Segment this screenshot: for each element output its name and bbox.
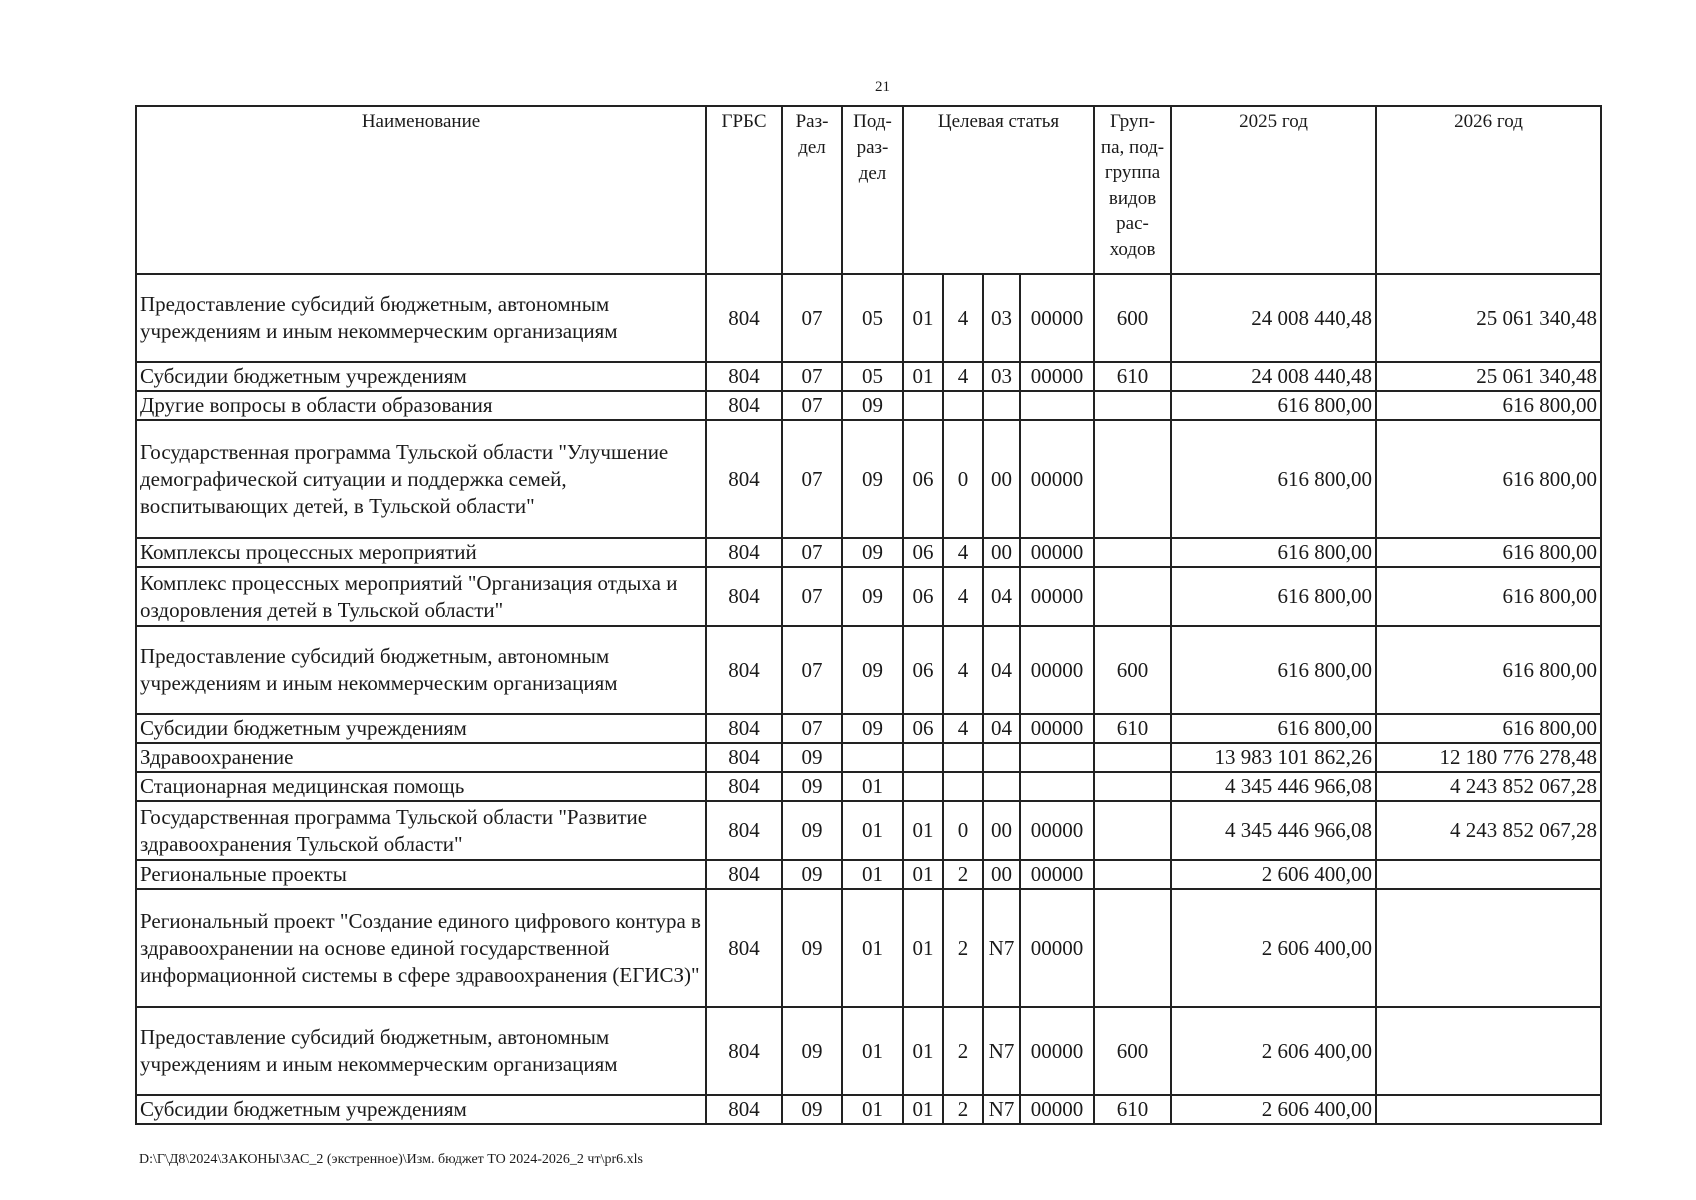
cell-target-event: 00 xyxy=(983,538,1020,567)
header-grbs: ГРБС xyxy=(706,106,782,274)
cell-amount-2025: 2 606 400,00 xyxy=(1171,860,1376,889)
cell-expense-group xyxy=(1094,391,1171,420)
table-row xyxy=(136,1007,1601,1095)
cell-podrazdel: 05 xyxy=(842,362,903,391)
cell-target-type xyxy=(943,772,983,801)
cell-target-type: 4 xyxy=(943,362,983,391)
cell-expense-group: 600 xyxy=(1094,1007,1171,1095)
cell-razdel: 09 xyxy=(782,772,842,801)
cell-target-direction: 00000 xyxy=(1020,567,1094,626)
cell-razdel: 07 xyxy=(782,274,842,362)
cell-expense-group xyxy=(1094,567,1171,626)
cell-target-program: 01 xyxy=(903,889,943,1007)
cell-amount-2026: 616 800,00 xyxy=(1376,420,1601,538)
cell-grbs: 804 xyxy=(706,889,782,1007)
cell-grbs: 804 xyxy=(706,626,782,714)
table-row xyxy=(136,567,1601,626)
cell-razdel: 07 xyxy=(782,538,842,567)
cell-name: Субсидии бюджетным учреждениям xyxy=(136,714,706,743)
cell-amount-2025: 4 345 446 966,08 xyxy=(1171,801,1376,860)
cell-grbs: 804 xyxy=(706,743,782,772)
cell-grbs: 804 xyxy=(706,714,782,743)
cell-razdel: 07 xyxy=(782,420,842,538)
cell-razdel: 07 xyxy=(782,362,842,391)
cell-amount-2025: 616 800,00 xyxy=(1171,626,1376,714)
cell-amount-2025: 24 008 440,48 xyxy=(1171,362,1376,391)
cell-target-type: 2 xyxy=(943,1095,983,1124)
cell-podrazdel: 01 xyxy=(842,889,903,1007)
cell-amount-2026: 616 800,00 xyxy=(1376,538,1601,567)
cell-amount-2026: 4 243 852 067,28 xyxy=(1376,801,1601,860)
cell-target-type xyxy=(943,391,983,420)
cell-target-program: 01 xyxy=(903,1007,943,1095)
cell-name: Здравоохранение xyxy=(136,743,706,772)
cell-name: Государственная программа Тульской области "Улучшение демографической ситуации и поддержка семей, воспитывающих детей, в Тульской области" xyxy=(136,420,706,538)
cell-amount-2025: 2 606 400,00 xyxy=(1171,1095,1376,1124)
cell-target-direction: 00000 xyxy=(1020,274,1094,362)
cell-grbs: 804 xyxy=(706,420,782,538)
cell-target-program: 06 xyxy=(903,714,943,743)
cell-target-direction: 00000 xyxy=(1020,538,1094,567)
cell-expense-group: 600 xyxy=(1094,274,1171,362)
cell-target-direction: 00000 xyxy=(1020,1095,1094,1124)
cell-expense-group: 610 xyxy=(1094,714,1171,743)
cell-name: Предоставление субсидий бюджетным, автономным учреждениям и иным некоммерческим организациям xyxy=(136,274,706,362)
cell-name: Стационарная медицинская помощь xyxy=(136,772,706,801)
table-row xyxy=(136,743,1601,772)
table-row xyxy=(136,801,1601,860)
cell-razdel: 09 xyxy=(782,801,842,860)
cell-name: Региональный проект "Создание единого цифрового контура в здравоохранении на основе единой государственной информационной системы в сфере здравоохранения (ЕГИСЗ)" xyxy=(136,889,706,1007)
cell-target-type: 0 xyxy=(943,801,983,860)
cell-target-program xyxy=(903,743,943,772)
cell-expense-group xyxy=(1094,743,1171,772)
cell-amount-2026 xyxy=(1376,1095,1601,1124)
cell-name: Комплекс процессных мероприятий "Организация отдыха и оздоровления детей в Тульской области" xyxy=(136,567,706,626)
table-body xyxy=(136,274,1601,1124)
cell-target-type: 4 xyxy=(943,714,983,743)
cell-amount-2025: 4 345 446 966,08 xyxy=(1171,772,1376,801)
table-row xyxy=(136,538,1601,567)
cell-amount-2025: 616 800,00 xyxy=(1171,538,1376,567)
cell-expense-group: 610 xyxy=(1094,362,1171,391)
cell-target-direction: 00000 xyxy=(1020,626,1094,714)
cell-podrazdel: 09 xyxy=(842,538,903,567)
budget-table xyxy=(135,105,1602,1125)
cell-grbs: 804 xyxy=(706,1007,782,1095)
table-header-row xyxy=(136,106,1601,274)
cell-amount-2026: 616 800,00 xyxy=(1376,391,1601,420)
table-row xyxy=(136,391,1601,420)
cell-podrazdel: 09 xyxy=(842,567,903,626)
header-year-2026: 2026 год xyxy=(1376,106,1601,274)
cell-target-event: N7 xyxy=(983,889,1020,1007)
cell-target-direction xyxy=(1020,743,1094,772)
cell-grbs: 804 xyxy=(706,567,782,626)
cell-razdel: 09 xyxy=(782,1007,842,1095)
header-target-article: Целевая статья xyxy=(903,106,1094,274)
cell-target-event: 04 xyxy=(983,567,1020,626)
cell-target-event xyxy=(983,772,1020,801)
cell-target-direction: 00000 xyxy=(1020,889,1094,1007)
cell-amount-2026: 616 800,00 xyxy=(1376,567,1601,626)
cell-amount-2025: 2 606 400,00 xyxy=(1171,1007,1376,1095)
cell-target-event: 04 xyxy=(983,626,1020,714)
cell-expense-group xyxy=(1094,889,1171,1007)
cell-target-direction: 00000 xyxy=(1020,860,1094,889)
cell-grbs: 804 xyxy=(706,274,782,362)
header-year-2025: 2025 год xyxy=(1171,106,1376,274)
cell-target-event: N7 xyxy=(983,1007,1020,1095)
table-row xyxy=(136,420,1601,538)
cell-target-type: 4 xyxy=(943,626,983,714)
cell-razdel: 07 xyxy=(782,567,842,626)
cell-amount-2026: 25 061 340,48 xyxy=(1376,274,1601,362)
cell-expense-group: 610 xyxy=(1094,1095,1171,1124)
cell-target-program: 06 xyxy=(903,538,943,567)
cell-amount-2026: 12 180 776 278,48 xyxy=(1376,743,1601,772)
table-row xyxy=(136,1095,1601,1124)
cell-target-event: 03 xyxy=(983,362,1020,391)
cell-amount-2026: 4 243 852 067,28 xyxy=(1376,772,1601,801)
cell-target-type: 4 xyxy=(943,567,983,626)
cell-target-direction: 00000 xyxy=(1020,420,1094,538)
cell-target-event: 03 xyxy=(983,274,1020,362)
cell-target-type: 2 xyxy=(943,889,983,1007)
cell-expense-group xyxy=(1094,420,1171,538)
cell-amount-2025: 616 800,00 xyxy=(1171,391,1376,420)
cell-razdel: 09 xyxy=(782,743,842,772)
cell-amount-2025: 24 008 440,48 xyxy=(1171,274,1376,362)
cell-target-type: 2 xyxy=(943,860,983,889)
table-row xyxy=(136,362,1601,391)
cell-razdel: 07 xyxy=(782,626,842,714)
header-name: Наименование xyxy=(136,106,706,274)
cell-target-event: 00 xyxy=(983,801,1020,860)
footer-file-path: D:\Г\Д8\2024\ЗАКОНЫ\ЗАС_2 (экстренное)\Изм. бюджет ТО 2024-2026_2 чт\pr6.xls xyxy=(139,1152,643,1167)
cell-podrazdel: 01 xyxy=(842,860,903,889)
cell-podrazdel: 01 xyxy=(842,772,903,801)
cell-target-program xyxy=(903,772,943,801)
cell-podrazdel: 01 xyxy=(842,1007,903,1095)
page-number: 21 xyxy=(875,79,890,95)
cell-target-direction: 00000 xyxy=(1020,1007,1094,1095)
cell-target-event: N7 xyxy=(983,1095,1020,1124)
cell-target-program: 01 xyxy=(903,1095,943,1124)
cell-grbs: 804 xyxy=(706,801,782,860)
cell-grbs: 804 xyxy=(706,1095,782,1124)
cell-grbs: 804 xyxy=(706,538,782,567)
header-podrazdel: Под- раз- дел xyxy=(842,106,903,274)
cell-grbs: 804 xyxy=(706,772,782,801)
cell-expense-group: 600 xyxy=(1094,626,1171,714)
cell-amount-2025: 2 606 400,00 xyxy=(1171,889,1376,1007)
cell-target-type: 0 xyxy=(943,420,983,538)
cell-target-event: 00 xyxy=(983,420,1020,538)
cell-name: Субсидии бюджетным учреждениям xyxy=(136,362,706,391)
cell-target-type: 2 xyxy=(943,1007,983,1095)
cell-name: Предоставление субсидий бюджетным, автономным учреждениям и иным некоммерческим организациям xyxy=(136,1007,706,1095)
cell-razdel: 09 xyxy=(782,1095,842,1124)
header-razdel: Раз- дел xyxy=(782,106,842,274)
cell-expense-group xyxy=(1094,538,1171,567)
cell-podrazdel: 09 xyxy=(842,714,903,743)
table-row xyxy=(136,714,1601,743)
cell-name: Комплексы процессных мероприятий xyxy=(136,538,706,567)
cell-target-event xyxy=(983,391,1020,420)
cell-amount-2025: 616 800,00 xyxy=(1171,420,1376,538)
cell-target-program: 06 xyxy=(903,567,943,626)
cell-expense-group xyxy=(1094,801,1171,860)
cell-target-event: 04 xyxy=(983,714,1020,743)
header-expense-group: Груп- па, под- группа видов рас- ходов xyxy=(1094,106,1171,274)
cell-target-direction: 00000 xyxy=(1020,714,1094,743)
cell-name: Предоставление субсидий бюджетным, автономным учреждениям и иным некоммерческим организациям xyxy=(136,626,706,714)
cell-podrazdel: 09 xyxy=(842,420,903,538)
cell-razdel: 09 xyxy=(782,889,842,1007)
cell-expense-group xyxy=(1094,860,1171,889)
cell-target-direction: 00000 xyxy=(1020,801,1094,860)
cell-target-program: 01 xyxy=(903,860,943,889)
cell-amount-2025: 13 983 101 862,26 xyxy=(1171,743,1376,772)
cell-amount-2026 xyxy=(1376,860,1601,889)
table-row xyxy=(136,626,1601,714)
cell-target-type: 4 xyxy=(943,274,983,362)
cell-grbs: 804 xyxy=(706,362,782,391)
cell-target-program: 01 xyxy=(903,801,943,860)
cell-podrazdel: 01 xyxy=(842,1095,903,1124)
cell-amount-2025: 616 800,00 xyxy=(1171,567,1376,626)
cell-target-type: 4 xyxy=(943,538,983,567)
cell-name: Региональные проекты xyxy=(136,860,706,889)
cell-name: Субсидии бюджетным учреждениям xyxy=(136,1095,706,1124)
cell-razdel: 09 xyxy=(782,860,842,889)
cell-amount-2026: 616 800,00 xyxy=(1376,714,1601,743)
cell-podrazdel: 09 xyxy=(842,626,903,714)
cell-podrazdel: 01 xyxy=(842,801,903,860)
cell-target-program: 06 xyxy=(903,626,943,714)
cell-grbs: 804 xyxy=(706,860,782,889)
table-row xyxy=(136,772,1601,801)
table-row xyxy=(136,274,1601,362)
cell-expense-group xyxy=(1094,772,1171,801)
cell-target-direction: 00000 xyxy=(1020,362,1094,391)
table-row xyxy=(136,860,1601,889)
cell-amount-2026 xyxy=(1376,889,1601,1007)
cell-amount-2026: 616 800,00 xyxy=(1376,626,1601,714)
cell-name: Другие вопросы в области образования xyxy=(136,391,706,420)
cell-amount-2026 xyxy=(1376,1007,1601,1095)
cell-target-program: 01 xyxy=(903,274,943,362)
cell-target-program: 06 xyxy=(903,420,943,538)
table-row xyxy=(136,889,1601,1007)
cell-target-event xyxy=(983,743,1020,772)
cell-name: Государственная программа Тульской области "Развитие здравоохранения Тульской области" xyxy=(136,801,706,860)
cell-target-program xyxy=(903,391,943,420)
cell-target-event: 00 xyxy=(983,860,1020,889)
cell-razdel: 07 xyxy=(782,391,842,420)
cell-target-direction xyxy=(1020,391,1094,420)
cell-podrazdel: 09 xyxy=(842,391,903,420)
cell-grbs: 804 xyxy=(706,391,782,420)
cell-amount-2025: 616 800,00 xyxy=(1171,714,1376,743)
cell-razdel: 07 xyxy=(782,714,842,743)
cell-target-type xyxy=(943,743,983,772)
cell-target-program: 01 xyxy=(903,362,943,391)
cell-amount-2026: 25 061 340,48 xyxy=(1376,362,1601,391)
cell-podrazdel: 05 xyxy=(842,274,903,362)
cell-podrazdel xyxy=(842,743,903,772)
cell-target-direction xyxy=(1020,772,1094,801)
